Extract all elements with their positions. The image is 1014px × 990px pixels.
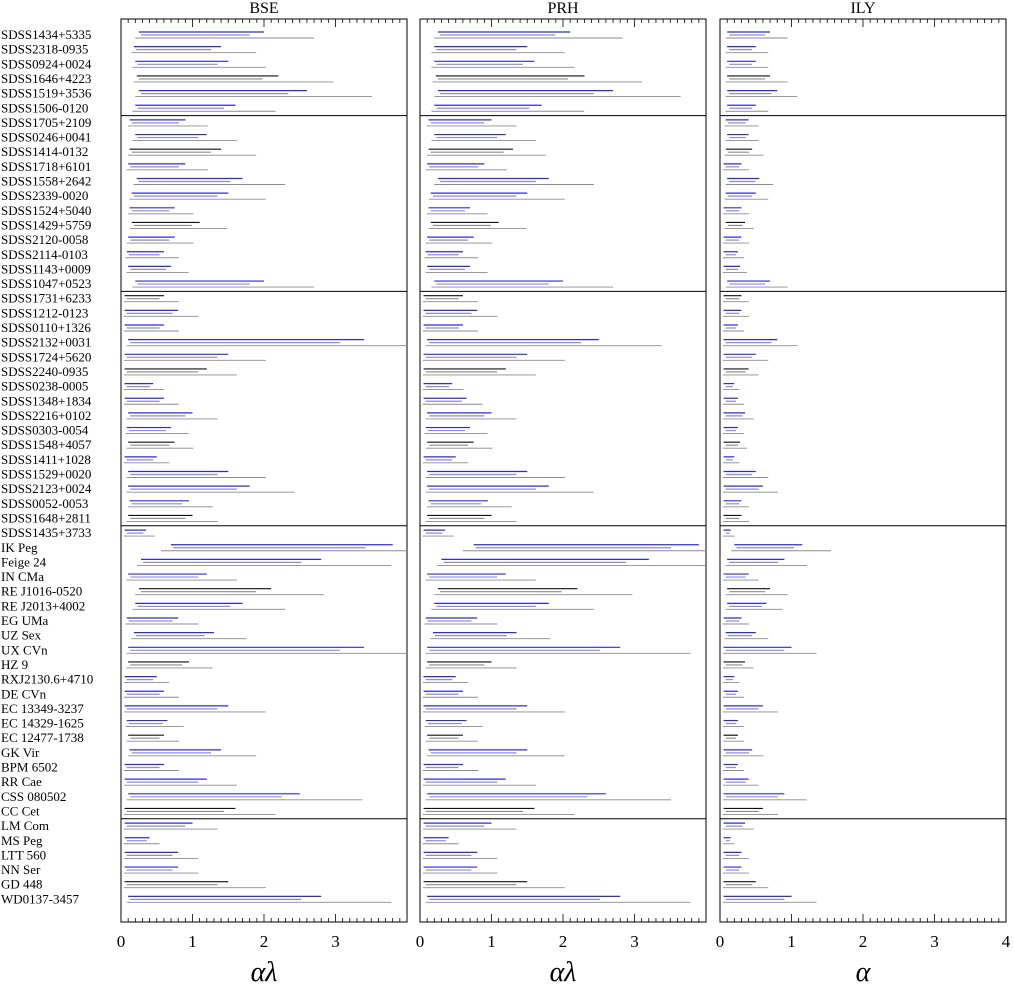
star-label: LTT 560 <box>1 847 47 863</box>
star-label: SDSS1705+2109 <box>1 114 92 130</box>
star-label: SDSS1429+5759 <box>1 217 92 233</box>
star-label: SDSS1648+2811 <box>1 510 91 526</box>
star-label: SDSS1519+3536 <box>1 85 92 101</box>
x-axis-label: α <box>855 957 871 988</box>
star-label: SDSS1506-0120 <box>1 100 89 116</box>
star-label: WD0137-3457 <box>1 891 79 907</box>
star-label: SDSS1548+4057 <box>1 437 92 453</box>
star-label: SDSS1348+1834 <box>1 393 92 409</box>
x-tick-label: 3 <box>331 932 340 951</box>
star-label: UX CVn <box>1 642 48 658</box>
x-tick-label: 3 <box>630 932 639 951</box>
star-label: RR Cae <box>1 774 42 790</box>
star-label: RE J2013+4002 <box>1 598 86 614</box>
star-label: MS Peg <box>1 832 43 848</box>
star-label: SDSS0246+0041 <box>1 129 92 145</box>
star-label: DE CVn <box>1 686 47 702</box>
star-label: SDSS1411+1028 <box>1 451 91 467</box>
panel-title: ILY <box>850 0 876 17</box>
star-label: IK Peg <box>1 539 38 555</box>
star-label: UZ Sex <box>1 627 42 643</box>
panel-frame <box>121 19 407 922</box>
star-label: RE J1016-0520 <box>1 583 83 599</box>
star-label: SDSS0303-0054 <box>1 422 89 438</box>
star-label: GK Vir <box>1 744 40 760</box>
star-label: SDSS1143+0009 <box>1 261 91 277</box>
star-label: LM Com <box>1 818 50 834</box>
star-label: SDSS0924+0024 <box>1 56 92 72</box>
star-label: SDSS1646+4223 <box>1 70 92 86</box>
x-tick-label: 0 <box>415 932 425 951</box>
x-tick-label: 2 <box>259 932 269 951</box>
star-label: SDSS2318-0935 <box>1 41 89 57</box>
star-label: SDSS2120-0058 <box>1 232 89 248</box>
star-label: NN Ser <box>1 862 41 878</box>
x-tick-label: 2 <box>858 932 868 951</box>
x-tick-label: 3 <box>930 932 939 951</box>
star-label: SDSS2132+0031 <box>1 334 92 350</box>
star-label: HZ 9 <box>1 656 29 672</box>
panel-title: PRH <box>547 0 579 17</box>
panel-title: BSE <box>249 0 279 17</box>
star-label: BPM 6502 <box>1 759 58 775</box>
star-label: SDSS1724+5620 <box>1 349 92 365</box>
x-axis-label: αλ <box>250 957 278 988</box>
x-axis-label: αλ <box>549 957 577 988</box>
x-tick-label: 0 <box>715 932 725 951</box>
x-tick-label: 2 <box>558 932 568 951</box>
star-label: GD 448 <box>1 876 43 892</box>
star-label: SDSS1718+6101 <box>1 158 92 174</box>
star-label: SDSS0052-0053 <box>1 495 89 511</box>
star-label: Feige 24 <box>1 554 47 570</box>
star-label: EC 13349-3237 <box>1 700 84 716</box>
star-label: RXJ2130.6+4710 <box>1 671 94 687</box>
panel-frame <box>420 19 706 922</box>
star-label: SDSS1529+0020 <box>1 466 92 482</box>
star-label: IN CMa <box>1 569 44 585</box>
star-label: SDSS1047+0523 <box>1 276 92 292</box>
star-label: SDSS1435+3733 <box>1 525 92 541</box>
x-tick-label: 4 <box>1001 932 1011 951</box>
star-label: SDSS2339-0020 <box>1 188 89 204</box>
star-label: SDSS1414-0132 <box>1 144 89 160</box>
star-label: CC Cet <box>1 803 40 819</box>
star-label: SDSS2240-0935 <box>1 363 89 379</box>
x-tick-label: 1 <box>188 932 197 951</box>
star-label: EC 14329-1625 <box>1 715 84 731</box>
star-label: CSS 080502 <box>1 788 67 804</box>
star-label: SDSS2216+0102 <box>1 407 92 423</box>
star-label: EC 12477-1738 <box>1 730 84 746</box>
panel-frame <box>720 19 1006 922</box>
star-label: SDSS0238-0005 <box>1 378 89 394</box>
star-label: SDSS1212-0123 <box>1 305 89 321</box>
star-label: SDSS1731+6233 <box>1 290 92 306</box>
star-label: SDSS0110+1326 <box>1 320 91 335</box>
star-label: EG UMa <box>1 613 49 628</box>
x-tick-label: 1 <box>487 932 496 951</box>
star-label: SDSS2123+0024 <box>1 481 92 497</box>
star-label: SDSS1524+5040 <box>1 202 92 218</box>
star-label: SDSS1558+2642 <box>1 173 92 189</box>
x-tick-label: 0 <box>116 932 126 951</box>
star-label: SDSS1434+5335 <box>1 27 92 42</box>
star-label: SDSS2114-0103 <box>1 246 88 262</box>
x-tick-label: 1 <box>787 932 796 951</box>
